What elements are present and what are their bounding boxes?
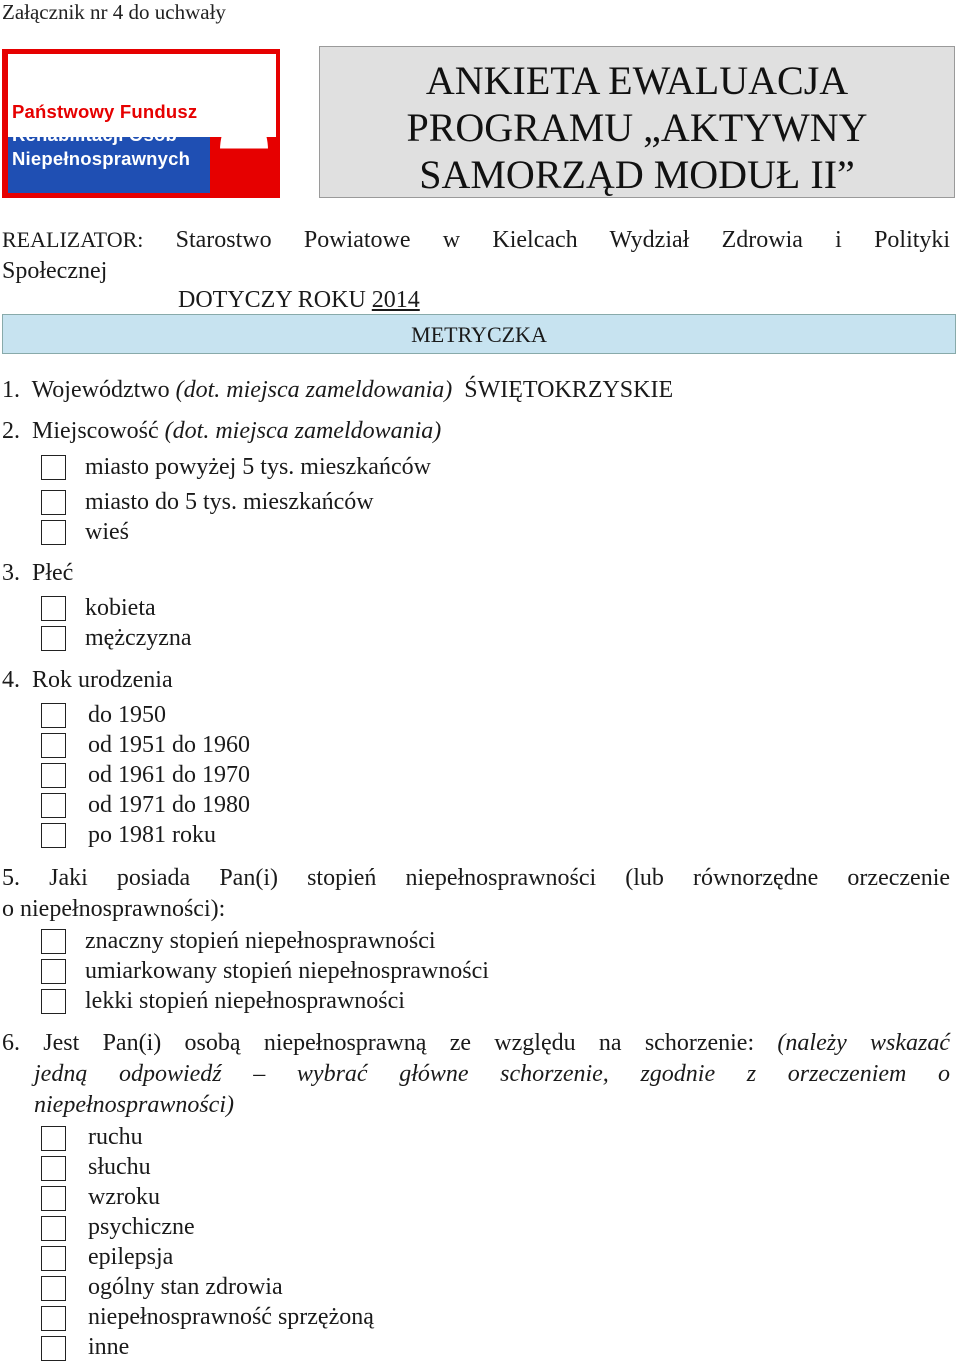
q5-checkbox-mild[interactable]	[41, 989, 66, 1014]
q6-text-bold: Jest Pan(i) osobą niepełnosprawną ze względu na schorzenie:	[43, 1030, 755, 1056]
logo-text-line2: Rehabilitacji Osób	[12, 124, 177, 145]
q2-checkbox-city-under-5k[interactable]	[41, 490, 66, 515]
q1-label: Województwo	[31, 377, 170, 403]
q1-line	[2, 377, 673, 404]
realizator-word: Starostwo	[175, 227, 272, 253]
q4-label: Rok urodzenia	[32, 667, 173, 693]
q4-option-label: od 1971 do 1980	[88, 792, 250, 818]
q2-option-label: miasto powyżej 5 tys. mieszkańców	[85, 454, 431, 480]
q4-checkbox-opt2[interactable]	[41, 733, 66, 758]
title-line1: ANKIETA EWALUACJA	[425, 58, 849, 103]
q1-number: 1.	[2, 377, 20, 403]
logo-circle-icon	[220, 112, 268, 188]
q5-checkbox-moderate[interactable]	[41, 959, 66, 984]
q2-checkbox-village[interactable]	[41, 520, 66, 545]
q3-label: Płeć	[32, 560, 74, 586]
q3-option-label: kobieta	[85, 595, 156, 621]
realizator-word: Wydział	[609, 227, 690, 253]
q6-checkbox-epilepsy[interactable]	[41, 1246, 66, 1271]
q6-option-label: psychiczne	[88, 1214, 195, 1240]
realizator-label: REALIZATOR:	[2, 227, 144, 252]
q6-checkbox-general-health[interactable]	[41, 1276, 66, 1301]
q2-option-label: wieś	[85, 519, 129, 545]
q4-line	[2, 667, 173, 694]
q5-text-line1: Jaki posiada Pan(i) stopień niepełnosprawności (lub równorzędne orzeczenie	[49, 865, 951, 891]
pfron-logo	[2, 49, 280, 198]
q4-option-label: po 1981 roku	[88, 822, 216, 848]
q3-option-label: mężczyzna	[85, 625, 192, 651]
q6-option-label: inne	[88, 1334, 130, 1360]
q2-number: 2.	[2, 418, 20, 444]
title-line3: SAMORZĄD MODUŁ II”	[419, 152, 855, 197]
q6-option-label: ruchu	[88, 1124, 143, 1150]
realizator-word: Powiatowe	[303, 227, 411, 253]
q3-line	[2, 560, 73, 587]
realizator-word: Polityki	[874, 227, 951, 253]
q1-value: ŚWIĘTOKRZYSKIE	[464, 377, 674, 403]
q4-checkbox-opt5[interactable]	[41, 823, 66, 848]
q6-hint-2: jedną odpowiedź – wybrać główne schorzenie, zgodnie z orzeczeniem o	[34, 1061, 950, 1087]
year-line	[178, 287, 420, 314]
logo-text-line3: Niepełnosprawnych	[12, 148, 191, 169]
q4-number: 4.	[2, 667, 20, 693]
q6-checkbox-other[interactable]	[41, 1336, 66, 1361]
q6-option-label: epilepsja	[88, 1244, 174, 1270]
q2-checkbox-city-over-5k[interactable]	[41, 455, 66, 480]
realizator-word: w	[442, 227, 461, 253]
q5-option-label: znaczny stopień niepełnosprawności	[85, 928, 436, 954]
q6-question	[2, 1028, 950, 1121]
q4-checkbox-opt4[interactable]	[41, 793, 66, 818]
realizator-word: Kielcach	[492, 227, 578, 253]
realizator-line	[2, 227, 950, 254]
survey-title	[319, 46, 955, 198]
metryczka-header: METRYCZKA	[2, 314, 956, 354]
annex-note: Załącznik nr 4 do uchwały	[2, 0, 226, 24]
q6-checkbox-sight[interactable]	[41, 1186, 66, 1211]
title-line2: PROGRAMU „AKTYWNY	[406, 105, 868, 150]
q2-option-label: miasto do 5 tys. mieszkańców	[85, 489, 374, 515]
q4-checkbox-opt3[interactable]	[41, 763, 66, 788]
q6-option-label: niepełnosprawność sprzężoną	[88, 1304, 374, 1330]
q1-hint: (dot. miejsca zameldowania)	[175, 377, 453, 403]
q2-hint: (dot. miejsca zameldowania)	[164, 418, 442, 444]
q3-number: 3.	[2, 560, 20, 586]
q6-checkbox-combined[interactable]	[41, 1306, 66, 1331]
q4-option-label: od 1951 do 1960	[88, 732, 250, 758]
q4-checkbox-opt1[interactable]	[41, 703, 66, 728]
q5-option-label: lekki stopień niepełnosprawności	[85, 988, 405, 1014]
year-prefix: DOTYCZY ROKU	[178, 287, 372, 313]
q5-checkbox-significant[interactable]	[41, 929, 66, 954]
q4-option-label: od 1961 do 1970	[88, 762, 250, 788]
q6-checkbox-hearing[interactable]	[41, 1156, 66, 1181]
q6-number: 6.	[2, 1030, 20, 1056]
q6-checkbox-psychic[interactable]	[41, 1216, 66, 1241]
year-value: 2014	[371, 287, 420, 313]
q3-checkbox-male[interactable]	[41, 626, 66, 651]
q4-option-label: do 1950	[88, 702, 166, 728]
q6-checkbox-movement[interactable]	[41, 1126, 66, 1151]
q6-hint-1: (należy wskazać	[777, 1030, 951, 1056]
q2-label: Miejscowość	[32, 418, 159, 444]
realizator-word: Zdrowia	[721, 227, 803, 253]
q3-checkbox-female[interactable]	[41, 596, 66, 621]
q5-option-label: umiarkowany stopień niepełnosprawności	[85, 958, 489, 984]
logo-text-line1: Państwowy Fundusz	[12, 101, 198, 122]
q5-text-line2: o niepełnosprawności):	[2, 896, 226, 922]
realizator-continuation: Społecznej	[2, 258, 108, 284]
q6-option-label: słuchu	[88, 1154, 151, 1180]
q6-option-label: wzroku	[88, 1184, 160, 1210]
q6-hint-3: niepełnosprawności)	[34, 1092, 234, 1118]
q2-line	[2, 418, 441, 445]
q6-option-label: ogólny stan zdrowia	[88, 1274, 283, 1300]
q5-question	[2, 863, 950, 925]
realizator-word: i	[835, 227, 842, 253]
q5-number: 5.	[2, 865, 20, 891]
